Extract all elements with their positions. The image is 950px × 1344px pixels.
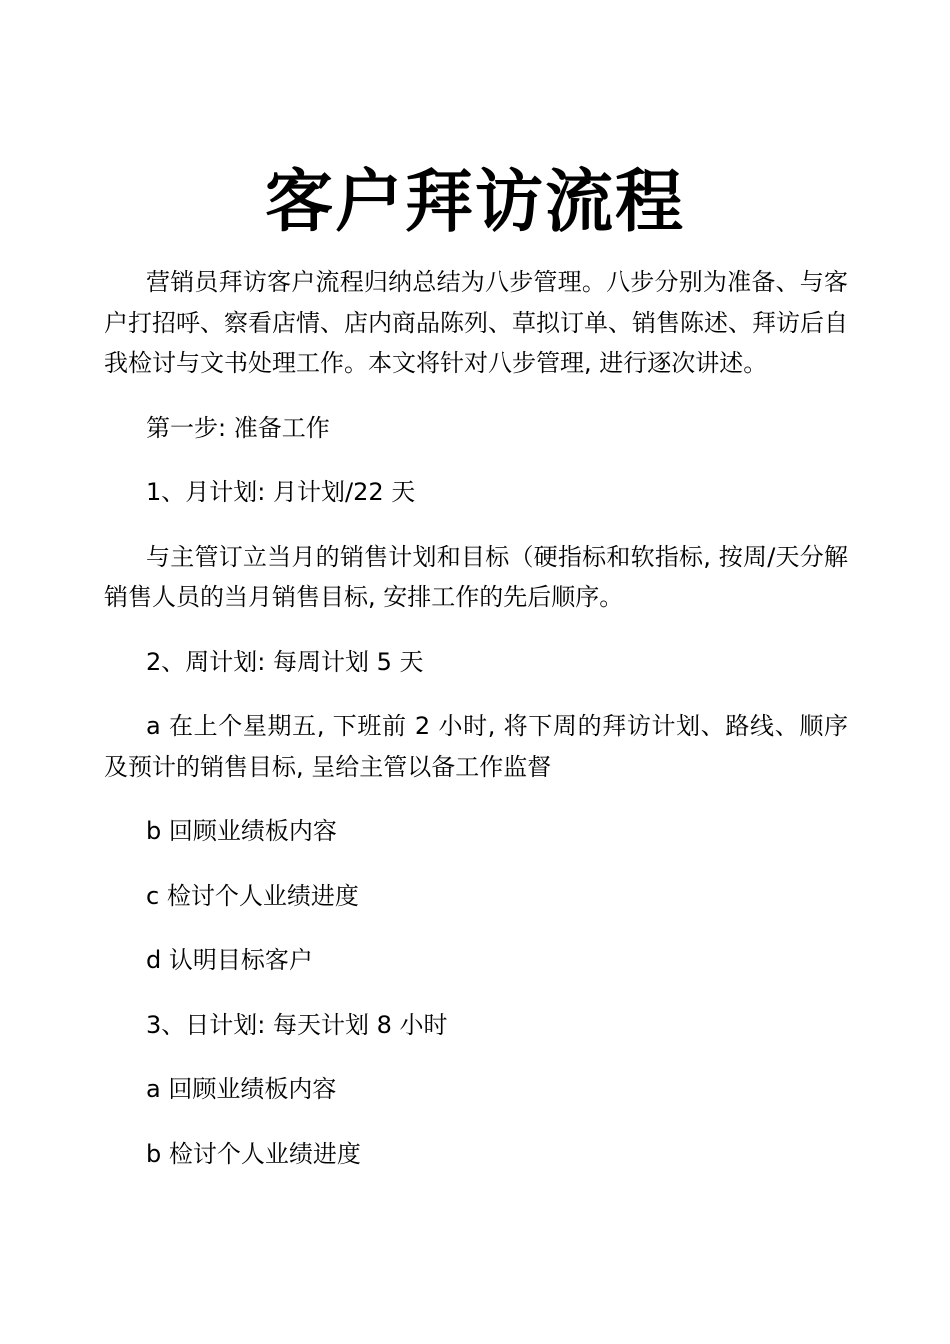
weekly-plan-item-a: a 在上个星期五, 下班前 2 小时, 将下周的拜访计划、路线、顺序及预计的销售目标, 呈给主管以备工作监督 bbox=[104, 712, 848, 781]
daily-plan-item-b: b 检讨个人业绩进度 bbox=[146, 1139, 361, 1168]
weekly-plan-item-d: d 认明目标客户 bbox=[146, 946, 313, 974]
weekly-plan-heading: 2、周计划: 每周计划 5 天 bbox=[146, 647, 424, 676]
daily-plan-heading: 3、日计划: 每天计划 8 小时 bbox=[146, 1010, 448, 1039]
weekly-plan-item-c: c 检讨个人业绩进度 bbox=[146, 881, 359, 910]
intro-paragraph: 营销员拜访客户流程归纳总结为八步管理。八步分别为准备、与客户打招呼、察看店情、店内商品陈列、草拟订单、销售陈述、拜访后自我检讨与文书处理工作。本文将针对八步管理, 进行逐次讲述。 bbox=[104, 268, 848, 377]
weekly-plan-item-b: b 回顾业绩板内容 bbox=[146, 817, 337, 845]
monthly-plan-heading: 1、月计划: 月计划/22 天 bbox=[146, 478, 416, 506]
document-title: 客户拜访流程 bbox=[264, 162, 685, 242]
document-body bbox=[104, 262, 848, 1174]
monthly-plan-paragraph: 与主管订立当月的销售计划和目标（硬指标和软指标, 按周/天分解销售人员的当月销售目标, 安排工作的先后顺序。 bbox=[104, 542, 848, 611]
daily-plan-item-a: a 回顾业绩板内容 bbox=[146, 1075, 337, 1103]
step-one-heading: 第一步: 准备工作 bbox=[146, 413, 330, 442]
